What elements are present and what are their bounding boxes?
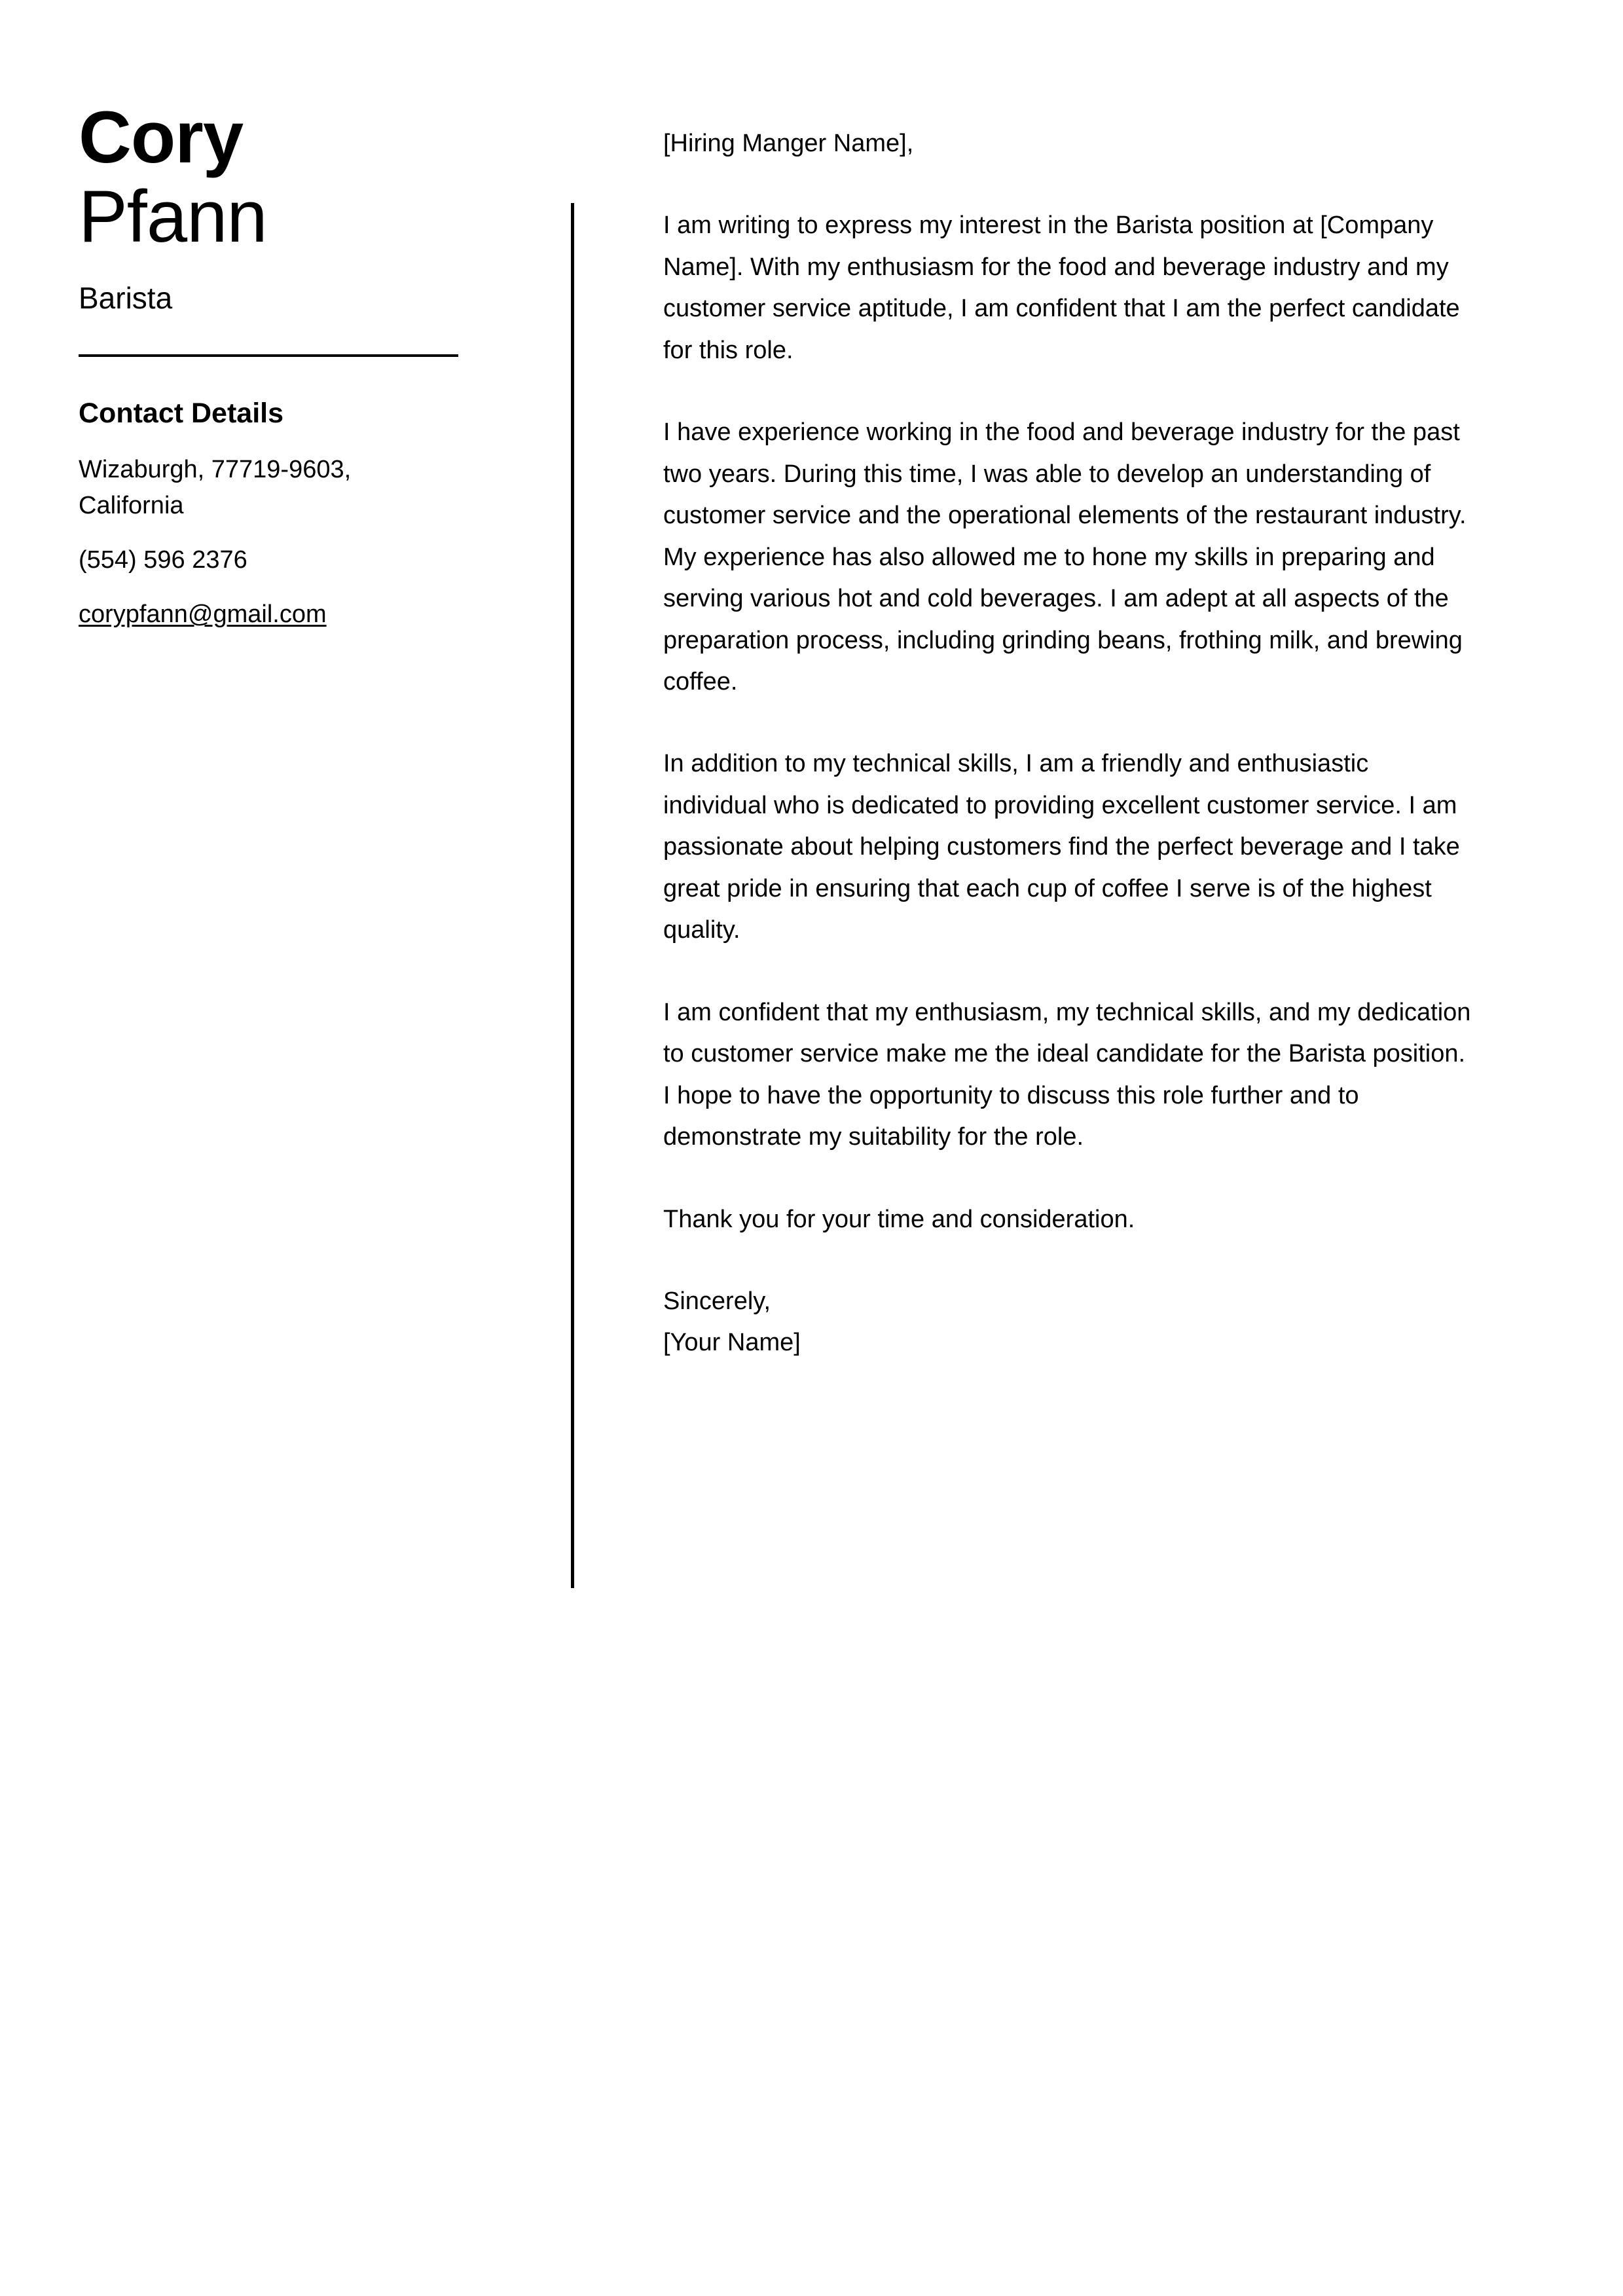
letter-paragraph-4: I am confident that my enthusiasm, my technical skills, and my dedication to customer service make me the ideal candidate for the Barista position. I hope to have the opportunity to discuss this role further and to demonstrate my suitability for the role.	[663, 998, 1471, 1151]
sidebar	[79, 98, 537, 633]
letter-paragraph-3: In addition to my technical skills, I am a friendly and enthusiastic individual who is dedicated to providing excellent customer service. I am passionate about helping customers find the perfect beverage and I take great pride in ensuring that each cup of coffee I serve is of the highest quality.	[663, 750, 1460, 944]
contact-email-link[interactable]: corypfann@gmail.com	[79, 601, 327, 629]
first-name: Cory	[79, 96, 244, 178]
contact-details-heading: Contact Details	[79, 398, 284, 430]
letter-thanks: Thank you for your time and consideration.	[663, 1205, 1135, 1233]
last-name: Pfann	[79, 175, 267, 257]
vertical-divider	[571, 203, 574, 1588]
letter-salutation: [Hiring Manger Name],	[663, 130, 914, 157]
letter-body	[663, 123, 1475, 1364]
letter-paragraph-1: I am writing to express my interest in the Barista position at [Company Name]. With my enthusiasm for the food and beverage industry and my customer service aptitude, I am confident that I am the perfect candidate for this role.	[663, 212, 1460, 364]
contact-phone[interactable]: (554) 596 2376	[79, 546, 247, 574]
contact-email-row	[79, 597, 445, 633]
contact-address: Wizaburgh, 77719-9603, California	[79, 456, 352, 520]
job-title: Barista	[79, 280, 173, 315]
letter-closing: Sincerely,	[663, 1287, 771, 1315]
horizontal-divider	[79, 354, 458, 357]
letter-signature: [Your Name]	[663, 1329, 801, 1357]
letter-paragraph-2: I have experience working in the food and beverage industry for the past two years. During this time, I was able to develop an understanding of customer service and the operational elements of the restaurant industry. My experience has also allowed me to hone my skills in preparing and serving various hot and cold beverages. I am adept at all aspects of the preparation process, including grinding beans, frothing milk, and brewing coffee.	[663, 418, 1467, 695]
contact-details-list	[79, 452, 537, 633]
candidate-name	[79, 98, 537, 257]
